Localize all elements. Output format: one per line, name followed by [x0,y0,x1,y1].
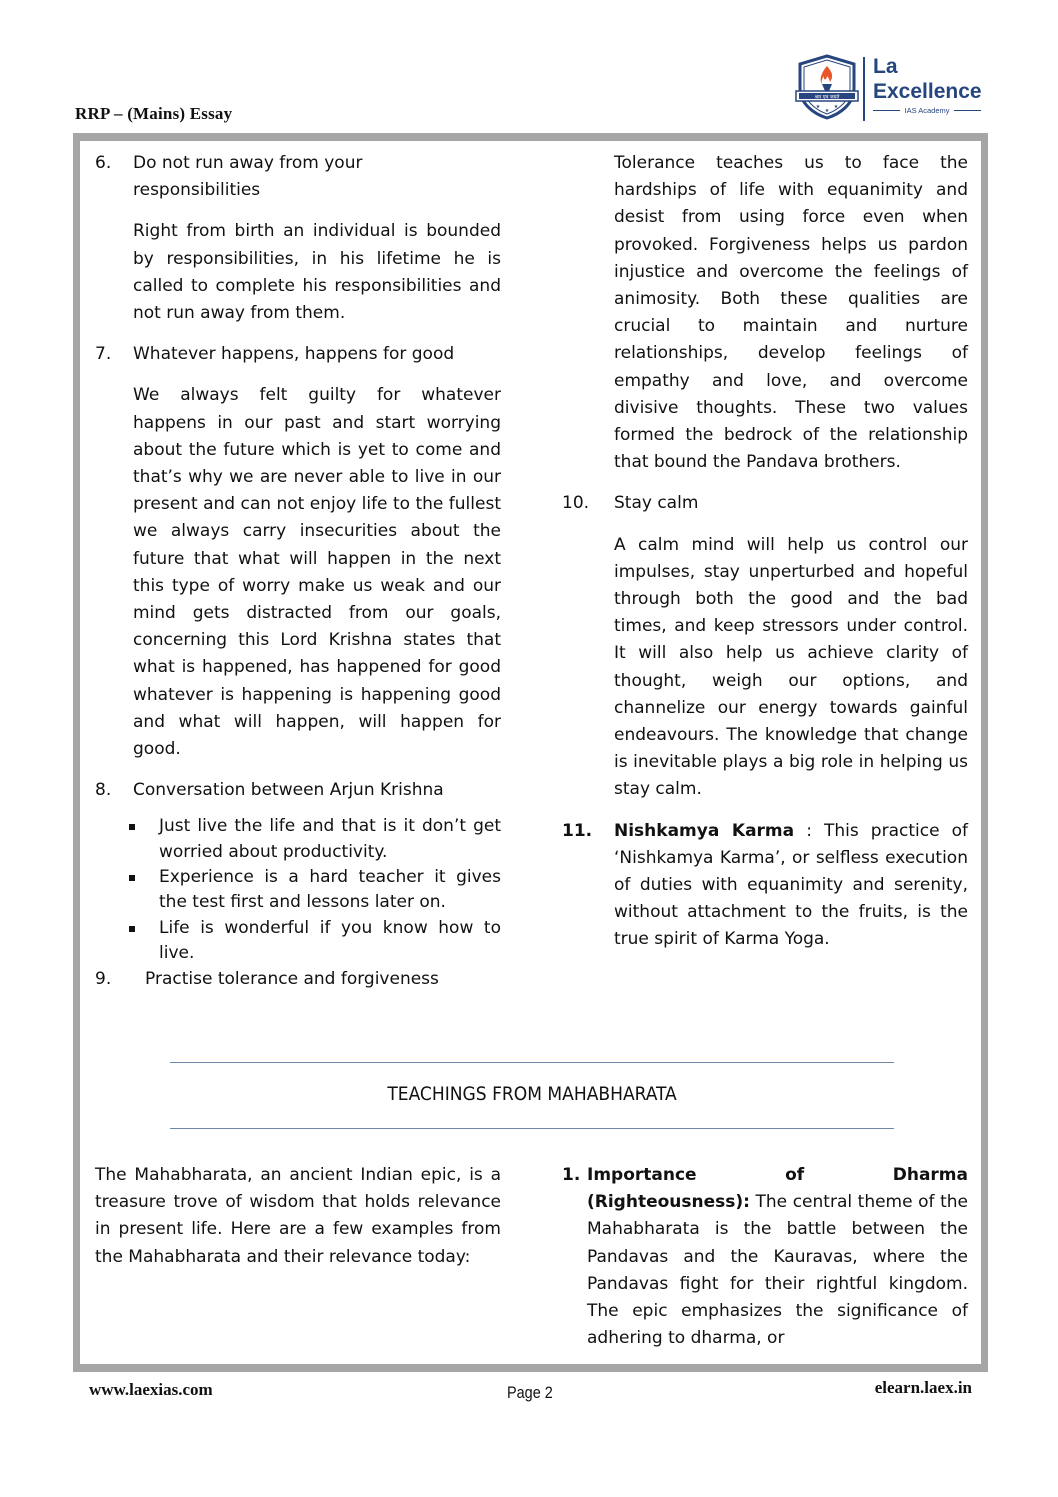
right-column [562,150,968,954]
bullet-item: Life is wonderful if you know how to live. [95,916,501,967]
footer-elearn-site: elearn.laex.in [874,1378,972,1397]
shield-torch-icon [792,54,862,120]
item-10-heading [562,490,968,517]
square-bullet-icon [95,814,159,865]
tagline-text: IAS Academy [904,106,950,115]
item-8-heading [95,777,501,804]
svg-text:★: ★ [833,104,839,110]
svg-text:श्रम एव जयते: श्रम एव जयते [814,94,840,101]
section-rule-bottom [170,1128,894,1129]
item-7-heading [95,341,501,368]
svg-text:★: ★ [815,104,821,110]
item-heading: Practise tolerance and forgiveness [145,969,439,990]
item-number: 6. [95,153,112,173]
item-number: 7. [95,344,112,365]
point-heading: Importance of Dharma (Righteousness): [587,1165,968,1213]
item-heading: Stay calm [614,493,699,514]
item-11-text [614,818,968,954]
item-heading: Do not run away from your responsibilities [133,153,363,201]
section-intro: The Mahabharata, an ancient Indian epic, is a treasure trove of wisdom that holds relevance in present life. Here are a few examples from the Mahabharata and their relevance today: [95,1165,501,1267]
la-excellence-logo [792,54,992,124]
item-9-heading [95,966,501,993]
item-heading: Conversation between Arjun Krishna [133,780,444,801]
logo-divider [863,57,865,121]
section-points-column [562,1162,968,1352]
item-heading: Nishkamya Karma [614,820,795,841]
item-number: 11. [562,820,593,841]
item-8-bullet-list [95,814,501,966]
item-6-body: Right from birth an individual is bounded by responsibilities, in his lifetime he is called to complete his responsibilities and not run away from them. [133,221,501,324]
left-column [95,150,501,993]
bullet-item: Just live the life and that is it don’t get worried about productivity. [95,814,501,865]
svg-text:★: ★ [824,108,830,114]
point-1 [562,1162,968,1352]
page-number: Page 2 [507,1383,553,1402]
item-9-body: Tolerance teaches us to face the hardships of life with equanimity and desist from using force even when provoked. Forgiveness helps us pardon injustice and overcome the feelings of animosity. Both these qualities are crucial to maintain and nurture relationships, develop feelings of empathy and love, and overcome divisive thoughts. These two values formed the bedrock of the relationship that bound the Pandava brothers. [614,153,968,473]
item-7-body: We always felt guilty for whatever happens in our past and start worrying about the future which is yet to come and that’s why we are never able to live in our present and can not enjoy life to the fullest we always carry insecurities about the future that what will happen in the next this type of worry make us weak and our mind gets distracted from our goals, concerning this Lord Krishna states that what is happened, has happened for good whatever is happening is happening good and what will happen, will happen for good. [133,385,501,760]
section-rule-top [170,1062,894,1063]
point-1-text [587,1162,968,1352]
tagline-rule-right [954,110,981,111]
item-10-body: A calm mind will help us control our impulses, stay unperturbed and hopeful through both the good and the bad times, and keep stressors under control. It will also help us achieve clarity of thought, weigh our options, and channelize our energy towards gainful endeavours. The knowledge that change is inevitable plays a big role in helping us stay calm. [614,534,968,800]
brand-name-line1: La [873,55,898,78]
square-bullet-icon [95,865,159,916]
footer-website: www.laexias.com [89,1380,213,1399]
section-intro-column [95,1162,501,1271]
item-body: : This practice of ‘Nishkamya Karma’, or selfless execution of duties with equanimity and serenity, without attachment to the fruits, is the true spirit of Karma Yoga. [614,820,968,950]
item-6-heading [95,150,501,204]
section-title: TEACHINGS FROM MAHABHARATA [387,1083,677,1105]
item-11 [562,818,968,954]
square-bullet-icon [95,916,159,967]
document-title: RRP – (Mains) Essay [75,104,233,123]
item-number: 9. [95,969,112,990]
item-number: 8. [95,780,112,801]
bullet-item: Experience is a hard teacher it gives the test first and lessons later on. [95,865,501,916]
item-number: 10. [562,493,590,514]
item-heading: Whatever happens, happens for good [133,344,455,365]
brand-name-line2: Excellence [873,80,982,103]
tagline-rule-left [873,110,900,111]
point-body: The central theme of the Mahabharata is the battle between the Pandavas and the Kauravas, where the Pandavas fight for their rightful kingdom. The epic emphasizes the significance of adhering to dharma, or [587,1192,968,1349]
point-number: 1. [562,1165,581,1185]
brand-tagline [873,106,981,115]
